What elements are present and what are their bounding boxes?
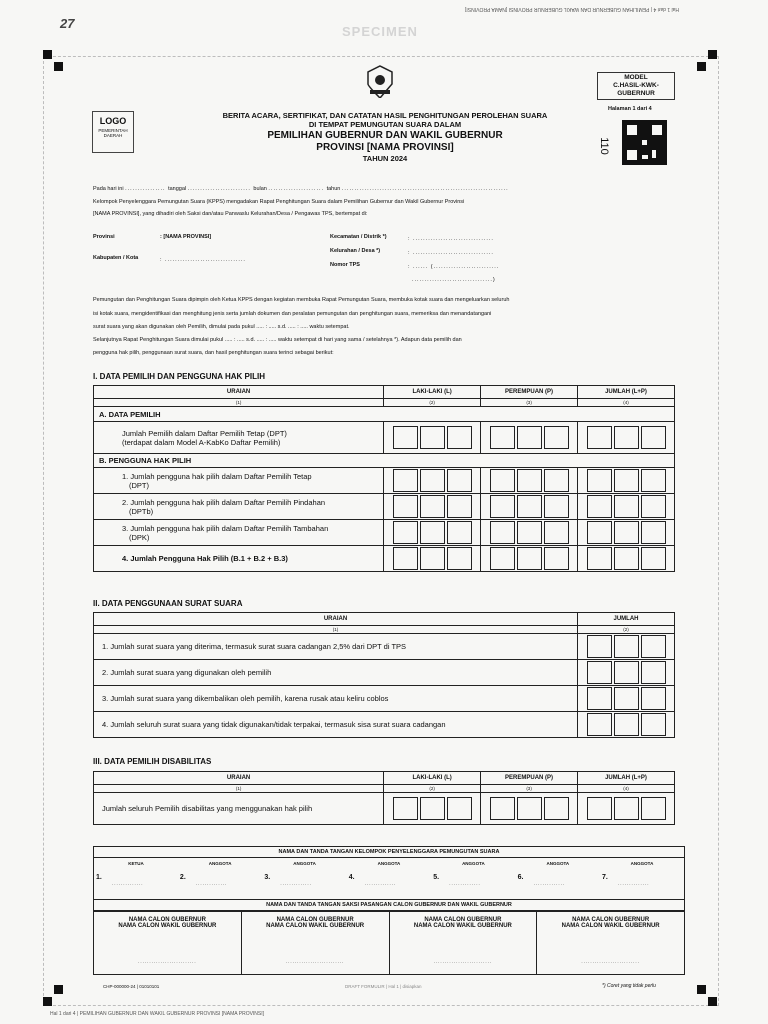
saksi-line: NAMA CALON GUBERNUR xyxy=(424,917,502,923)
footer-center: DRAFT FORMULIR | Hal 1 | disiapkan xyxy=(345,984,422,989)
para-line: Selanjutnya Rapat Penghitungan Suara dimulai pukul ..... : ..... s.d. ..... : ..... waktu setempat di hari yang sama / setelahnya *). Adapun data pemilih dan xyxy=(93,337,462,343)
saksi-line: NAMA CALON GUBERNUR xyxy=(128,917,206,923)
section1-table xyxy=(93,385,675,572)
label-bulan: bulan xyxy=(253,186,267,192)
signature-slot[interactable]: ANGGOTA 2. .............. xyxy=(178,858,262,900)
model-line: GUBERNUR xyxy=(617,90,655,97)
digit-input-group[interactable] xyxy=(481,546,578,572)
digit-input-group[interactable] xyxy=(578,660,675,686)
subsection-b-title: B. PENGGUNA HAK PILIH xyxy=(94,454,675,468)
specimen-watermark: SPECIMEN xyxy=(342,24,418,39)
digit-input-group[interactable] xyxy=(578,468,675,494)
col-number: (2) xyxy=(578,626,675,634)
registration-mark xyxy=(54,985,63,994)
digit-input-group[interactable] xyxy=(578,520,675,546)
logo-title: LOGO xyxy=(99,116,127,126)
row-label-line: (DPTb) xyxy=(129,506,154,516)
digit-input-group[interactable] xyxy=(384,520,481,546)
col-header: LAKI-LAKI (L) xyxy=(384,772,481,785)
role-label: ANGGOTA xyxy=(208,861,232,866)
digit-input-group[interactable] xyxy=(578,422,675,454)
digit-input-group[interactable] xyxy=(481,422,578,454)
role-label: KETUA xyxy=(128,861,144,866)
col-number: (3) xyxy=(481,785,578,793)
b-row-label xyxy=(94,520,384,546)
slot-number: 4. xyxy=(348,874,355,881)
digit-input-group[interactable] xyxy=(384,422,481,454)
col-number: (4) xyxy=(578,399,675,407)
col-number: (2) xyxy=(384,785,481,793)
registration-mark xyxy=(43,997,52,1006)
provinsi-value: : [NAMA PROVINSI] xyxy=(160,234,212,240)
surat-row-label: 2. Jumlah surat suara yang digunakan oleh pemilih xyxy=(94,660,578,686)
section3-title: III. DATA PEMILIH DISABILITAS xyxy=(93,757,212,766)
digit-input-group[interactable] xyxy=(578,494,675,520)
col-header: PEREMPUAN (P) xyxy=(481,772,578,785)
signature-slot[interactable]: ANGGOTA 7. .............. xyxy=(600,858,684,900)
provinsi-label: Provinsi xyxy=(93,234,115,240)
logo-sub: DAERAH xyxy=(103,133,123,138)
footer-code: CHP-000000-24 | 01010101 xyxy=(103,984,160,989)
kelurahan-label: Kelurahan / Desa *) xyxy=(330,248,381,254)
digit-input-group[interactable] xyxy=(481,520,578,546)
col-header: JUMLAH xyxy=(578,613,675,626)
row-label-line: (terdapat dalam Model A-KabKo Daftar Pemilih) xyxy=(122,437,281,447)
signature-slot[interactable]: ANGGOTA 3. .............. xyxy=(262,858,346,900)
col-header: URAIAN xyxy=(94,613,578,626)
intro-line: Kelompok Penyelenggara Pemungutan Suara (KPPS) mengadakan Rapat Penghitungan Suara dalam Pemilihan Gubernur dan Wakil Gubernur Provinsi xyxy=(93,199,465,205)
row-label-line: (DPT) xyxy=(129,480,149,490)
model-code-box xyxy=(597,72,675,100)
digit-input-group[interactable] xyxy=(384,546,481,572)
col-header: PEREMPUAN (P) xyxy=(481,386,578,399)
emblem-icon xyxy=(362,64,398,98)
section2-title: II. DATA PENGGUNAAN SURAT SUARA xyxy=(93,599,243,608)
kecamatan-label: Kecamatan / Distrik *) xyxy=(330,234,387,240)
role-label: ANGGOTA xyxy=(293,861,316,866)
page-indicator: Halaman 1 dari 4 xyxy=(608,106,652,112)
saksi-line: NAMA CALON WAKIL GUBERNUR xyxy=(266,923,365,929)
role-label: ANGGOTA xyxy=(377,861,401,866)
saksi-line: NAMA CALON WAKIL GUBERNUR xyxy=(561,923,660,929)
saksi-slot[interactable]: NAMA CALON GUBERNUR NAMA CALON WAKIL GUBERNUR .......................... xyxy=(94,912,242,975)
slot-number: 6. xyxy=(517,874,524,881)
logo-sub: PEMERINTAH xyxy=(98,128,128,133)
footer-note: *) Coret yang tidak perlu xyxy=(602,983,656,989)
digit-input-group[interactable] xyxy=(384,494,481,520)
saksi-line: NAMA CALON GUBERNUR xyxy=(572,917,650,923)
digit-input-group[interactable] xyxy=(578,712,675,738)
role-label: ANGGOTA xyxy=(462,861,485,866)
vertical-code: 110 xyxy=(597,137,610,155)
label-tahun: tahun xyxy=(326,186,341,192)
digit-input-group[interactable] xyxy=(481,494,578,520)
para-line: pengguna hak pilih, penggunaan surat suara, dan hasil penghitungan suara terinci sebagai berikut: xyxy=(93,350,334,356)
col-header: URAIAN xyxy=(94,772,384,785)
label-hari: Pada hari ini xyxy=(93,186,124,192)
para-line: isi kotak suara, mengidentifikasi dan menghitung jenis serta jumlah dokumen dan peralatan pemungutan dan penghitungan suara, memeriksa dan menandatangani xyxy=(93,311,492,317)
tps-label: Nomor TPS xyxy=(330,262,360,268)
corner-number: 27 xyxy=(60,16,75,31)
b-row-label xyxy=(94,468,384,494)
section3-table xyxy=(93,771,675,825)
slot-number: 3. xyxy=(264,874,271,881)
col-number: (1) xyxy=(94,626,578,634)
registration-mark xyxy=(43,50,52,59)
row-label-line: Jumlah Pemilih dalam Daftar Pemilih Tetap (DPT) xyxy=(122,428,287,438)
registration-mark xyxy=(708,997,717,1006)
digit-input-group[interactable] xyxy=(578,634,675,660)
saksi-slot[interactable]: NAMA CALON GUBERNUR NAMA CALON WAKIL GUBERNUR .......................... xyxy=(389,912,537,975)
col-number: (4) xyxy=(578,785,675,793)
b-row-label xyxy=(94,494,384,520)
footer-bottom: Hal 1 dari 4 | PEMILIHAN GUBERNUR DAN WAKIL GUBERNUR PROVINSI [NAMA PROVINSI] xyxy=(50,1011,265,1017)
surat-row-label: 3. Jumlah surat suara yang dikembalikan oleh pemilih, karena rusak atau keliru coblos xyxy=(94,686,578,712)
para-line: surat suara yang akan digunakan oleh Pemilih, dimulai pada pukul ..... : ..... s.d. ..... : ..... waktu setempat. xyxy=(93,324,350,330)
model-line: C.HASIL-KWK- xyxy=(613,82,659,89)
signature-slot[interactable]: ANGGOTA 5. .............. xyxy=(431,858,515,900)
surat-row-label: 1. Jumlah surat suara yang diterima, termasuk surat suara cadangan 2,5% dari DPT di TPS xyxy=(94,634,578,660)
top-note: Hal 1 dari 4 | PEMILIHAN GUBERNUR DAN WAKIL GUBERNUR PROVINSI [NAMA PROVINSI] xyxy=(465,6,680,12)
role-label: ANGGOTA xyxy=(630,861,654,866)
col-number: (1) xyxy=(94,399,384,407)
qr-code-icon xyxy=(622,120,667,165)
col-number: (3) xyxy=(481,399,578,407)
col-number: (1) xyxy=(94,785,384,793)
registration-mark xyxy=(697,62,706,71)
col-number: (2) xyxy=(384,399,481,407)
row-label-line: 3. Jumlah pengguna hak pilih dalam Daftar Pemilih Tambahan xyxy=(122,523,329,533)
disabilitas-row-label: Jumlah seluruh Pemilih disabilitas yang menggunakan hak pilih xyxy=(94,793,384,825)
b-total-label xyxy=(94,546,384,572)
intro-line: [NAMA PROVINSI], yang dihadiri oleh Saksi dan/atau Panwaslu Kelurahan/Desa / Pengawas TPS, bertempat di: xyxy=(93,211,368,217)
surat-row-label: 4. Jumlah seluruh surat suara yang tidak digunakan/tidak terpakai, termasuk sisa surat suara cadangan xyxy=(94,712,578,738)
title-line: TAHUN 2024 xyxy=(362,154,408,163)
col-header: URAIAN xyxy=(94,386,384,399)
label-tanggal: tanggal xyxy=(168,186,187,192)
slot-number: 7. xyxy=(602,874,608,881)
digit-input-group[interactable] xyxy=(578,793,675,825)
signature-slot[interactable]: ANGGOTA 4. .............. xyxy=(347,858,431,900)
digit-input-group[interactable] xyxy=(481,468,578,494)
saksi-signature-table xyxy=(93,911,685,975)
dpt-row-label xyxy=(94,422,384,454)
title-line: BERITA ACARA, SERTIFIKAT, DAN CATATAN HASIL PENGHITUNGAN PEROLEHAN SUARA xyxy=(222,111,548,120)
title-line: DI TEMPAT PEMUNGUTAN SUARA DALAM xyxy=(308,120,462,129)
saksi-line: NAMA CALON WAKIL GUBERNUR xyxy=(413,923,512,929)
slot-number: 5. xyxy=(433,874,440,881)
registration-mark xyxy=(697,985,706,994)
digit-input-group[interactable] xyxy=(384,468,481,494)
signature-slot[interactable]: ANGGOTA 6. .............. xyxy=(516,858,600,900)
registration-mark xyxy=(54,62,63,71)
kpps-title: NAMA DAN TANDA TANGAN KELOMPOK PENYELENGGARA PEMUNGUTAN SUARA xyxy=(94,847,685,858)
para-line: Pemungutan dan Penghitungan Suara dipimpin oleh Ketua KPPS dengan kegiatan membuka Rapat Pemungutan Suara, membuka kotak suara dan mengeluarkan seluruh xyxy=(93,297,510,303)
role-label: ANGGOTA xyxy=(546,861,570,866)
slot-number: 1. xyxy=(96,874,102,881)
logo-placeholder xyxy=(92,111,134,153)
model-line: MODEL xyxy=(624,74,648,81)
col-header: JUMLAH (L+P) xyxy=(578,772,675,785)
digit-input-group[interactable] xyxy=(578,686,675,712)
saksi-line: NAMA CALON GUBERNUR xyxy=(276,917,354,923)
row-label-line: 2. Jumlah pengguna hak pilih dalam Daftar Pemilih Pindahan xyxy=(122,497,326,507)
registration-mark xyxy=(708,50,717,59)
row-label-line: (DPK) xyxy=(129,532,150,542)
col-header: LAKI-LAKI (L) xyxy=(384,386,481,399)
signature-slot[interactable]: KETUA 1. .............. xyxy=(94,858,178,900)
col-header: JUMLAH (L+P) xyxy=(578,386,675,399)
section1-title: I. DATA PEMILIH DAN PENGGUNA HAK PILIH xyxy=(93,372,265,381)
slot-number: 2. xyxy=(179,874,186,881)
kpps-signature-table xyxy=(93,846,685,911)
row-label-line: 1. Jumlah pengguna hak pilih dalam Daftar Pemilih Tetap xyxy=(122,471,312,481)
title-line: PROVINSI [NAMA PROVINSI] xyxy=(316,142,454,153)
saksi-line: NAMA CALON WAKIL GUBERNUR xyxy=(118,923,217,929)
section2-table xyxy=(93,612,675,738)
digit-input-group[interactable] xyxy=(481,793,578,825)
kabupaten-label: Kabupaten / Kota xyxy=(93,255,139,261)
saksi-slot[interactable]: NAMA CALON GUBERNUR NAMA CALON WAKIL GUBERNUR .......................... xyxy=(537,912,685,975)
saksi-slot[interactable]: NAMA CALON GUBERNUR NAMA CALON WAKIL GUBERNUR .......................... xyxy=(241,912,389,975)
digit-input-group[interactable] xyxy=(578,546,675,572)
form-page: Hal 1 dari 4 | PEMILIHAN GUBERNUR DAN WAKIL GUBERNUR PROVINSI [NAMA PROVINSI] SPECIMEN 27 MODEL C.HASIL-KWK- GUBERNUR Halaman 1 dari 4 110 LOGO PEMERINTAH DAERAH BERITA ACARA, SERTIFIKAT, DAN CATATAN HASIL PENGHITUNGAN PEROLEHAN SUARA DI TEMPAT PEMUNGUTAN SUARA DALAM PEMILIHAN GUBERNUR DAN WAKIL GUBERNUR PROVINSI [NAMA PROVINSI] TAHUN 2024 Pada hari ini ................ tanggal ......................... bulan ...................... tahun .................................................................. Kelompok Penyelenggara Pemungutan Suara (KPPS) mengadakan Rapat Penghitungan Suara dalam Pemilihan Gubernur dan Wakil Gubernur Provinsi [NAMA PROVINSI], yang dihadiri oleh Saksi dan/atau Panwaslu Kelurahan/Desa / Pengawas TPS, bertempat di: Provinsi : [NAMA PROVINSI] Kabupaten / Kota : ................................ Kecamatan / Distrik *) : ................................ Kelurahan / Desa *) : ................................ Nomor TPS : ...... (.......................... ................................) Pemungutan dan Penghitungan Suara dipimpin oleh Ketua KPPS dengan kegiatan membuka Rapat Pemungutan Suara, membuka kotak suara dan mengeluarkan seluruh isi kotak suara, mengidentifikasi dan menghitung jenis serta jumlah dokumen dan peralatan pemungutan dan penghitungan suara, memeriksa dan menandatangani surat suara yang akan digunakan oleh Pemilih, dimulai pada pukul ..... : ..... s.d. ..... : ..... waktu setempat. Selanjutnya Rapat Penghitungan Suara dimulai pukul ..... : ..... s.d. ..... : ..... waktu setempat di hari yang sama / setelahnya *). Adapun data pemilih dan pengguna hak pilih, penggunaan surat suara, dan hasil penghitungan suara terinci sebagai berikut: I. DATA PEMILIH DAN PENGGUNA HAK PILIH URAIAN LAKI-LAKI (L) PEREMPUAN (P) JUMLAH (L+P) (1) (2) (3) (4) A. DATA PEMILIH Jumlah Pemilih dalam Daftar Pemilih Tetap (DPT) (terdapat dalam Model A-KabKo Daftar Pemilih) B. PENGGUNA HAK PILIH 1. Jumlah pengguna hak pilih dalam Daftar Pemilih Tetap (DPT) 2. Jumlah pengguna hak pilih dalam Daftar Pemilih Pindahan (DPTb) 3. Jumlah pengguna hak pilih dalam Daftar Pemilih Tambahan (DPK) 4. Jumlah Pengguna Hak Pilih (B.1 + B.2 + B.3) II. DATA PENGGUNAAN SURAT SUARA URAIAN JUMLAH (1) (2) 1. Jumlah surat suara yang diterima, termasuk surat suara cadangan 2,5% dari DPT di TPS 2. Jumlah surat suara yang digunakan oleh pemilih 3. Jumlah surat suara yang dikembalikan oleh pemilih, karena rusak atau keliru coblos 4. Jumlah seluruh surat suara yang tidak digunakan/tidak terpakai, termasuk sisa surat suara cadangan III. DATA PEMILIH DISABILITAS URAIAN LAKI-LAKI (L) PEREMPUAN (P) JUMLAH (L+P) (1) (2) (3) (4) Jumlah seluruh Pemilih disabilitas yang menggunakan hak pilih NAMA DAN TANDA TANGAN KELOMPOK PENYELENGGARA PEMUNGUTAN SUARA KETUA 1. .............. ANGGOTA 2. .............. ANGGOTA 3. .............. ANGGOTA 4. .............. ANGGOTA 5. .............. ANGGOTA 6. .............. ANGGOTA 7. .............. NAMA DAN TANDA TANGAN SAKSI PASANGAN CALON GUBERNUR DAN WAKIL GUBERNUR NAMA CALON GUBERNUR NAMA CALON WAKIL GUBERNUR .......................... NAMA CALON GUBERNUR NAMA CALON WAKIL GUBERNUR .......................... NAMA CALON GUBERNUR NAMA CALON WAKIL GUBERNUR .......................... NAMA CALON GUBERNUR NAMA CALON WAKIL GUBERNUR .......................... CHP-000000-24 | 01010101 DRAFT FORMULIR | Hal 1 | disiapkan *) Coret yang tidak perlu Hal 1 dari 4 | PEMILIHAN GUBERNUR DAN WAKIL GUBERNUR PROVINSI [NAMA PROVINSI] xyxy=(0,0,768,1024)
row-label-line: 4. Jumlah Pengguna Hak Pilih (B.1 + B.2 + B.3) xyxy=(122,554,288,563)
subsection-a-title: A. DATA PEMILIH xyxy=(94,407,675,422)
title-line: PEMILIHAN GUBERNUR DAN WAKIL GUBERNUR xyxy=(267,130,503,141)
saksi-title: NAMA DAN TANDA TANGAN SAKSI PASANGAN CALON GUBERNUR DAN WAKIL GUBERNUR xyxy=(94,900,685,911)
digit-input-group[interactable] xyxy=(384,793,481,825)
